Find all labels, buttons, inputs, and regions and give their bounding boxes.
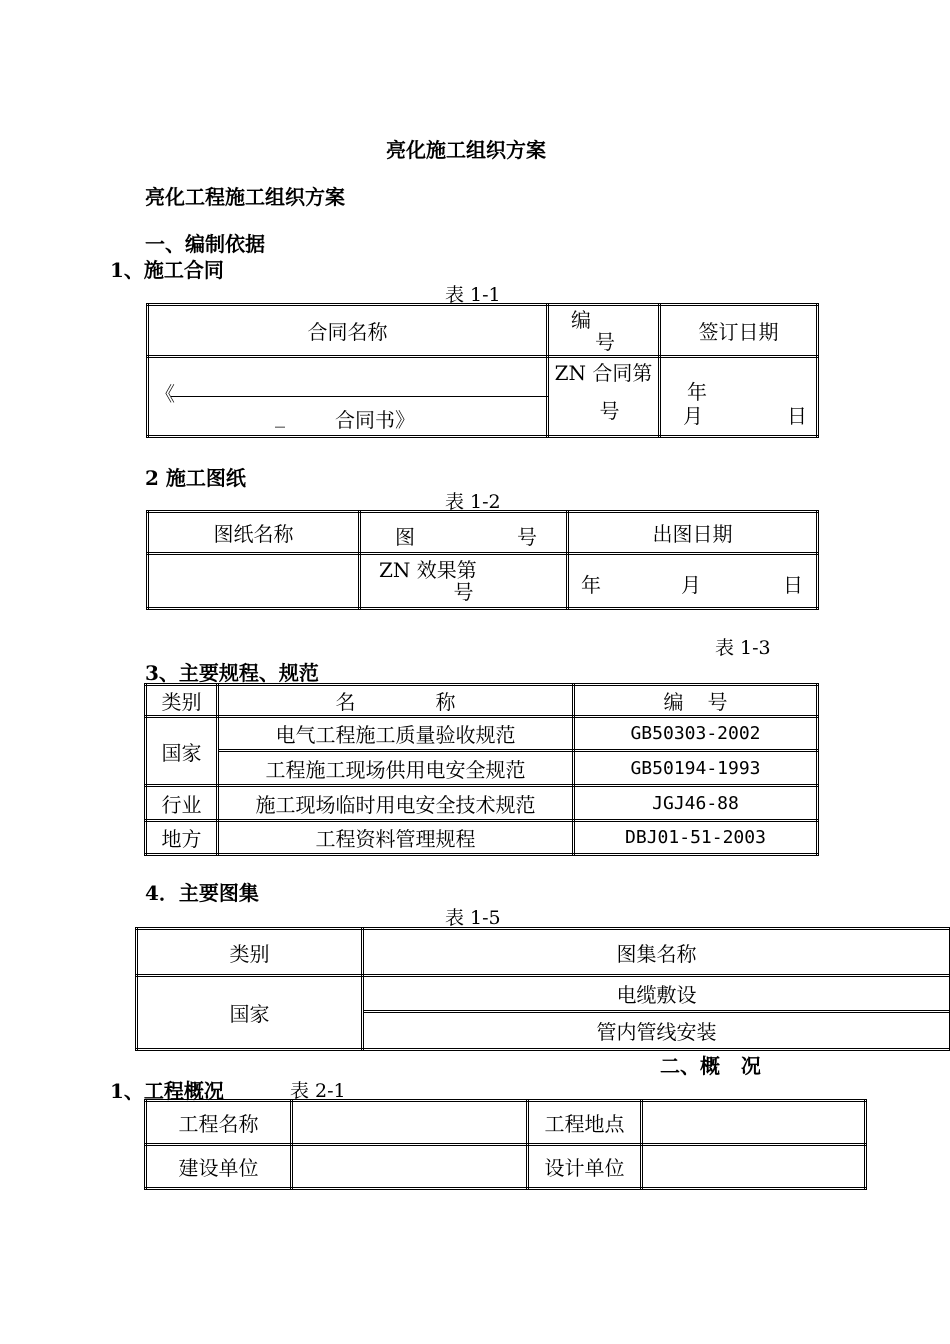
cell-category-national: 国家 xyxy=(146,717,218,786)
cell-drawing-name xyxy=(148,554,360,609)
cell-reg-code: JGJ46-88 xyxy=(574,786,818,821)
cell-reg-code: GB50303-2002 xyxy=(574,717,818,751)
header-issue-date: 出图日期 xyxy=(568,512,818,554)
section-heading-basis: 一、编制依据 xyxy=(145,232,265,256)
table-caption-1-3: 表 1-3 xyxy=(715,637,771,659)
cell-atlas-item: 电缆敷设 xyxy=(363,976,950,1012)
regulations-table xyxy=(144,683,819,856)
label-project-location: 工程地点 xyxy=(528,1101,642,1145)
blank-underline xyxy=(171,396,549,397)
value-client-unit xyxy=(292,1145,528,1189)
project-overview-table xyxy=(144,1099,867,1190)
cell-contract-name: 《 _ 合同书》 xyxy=(148,357,548,437)
subsection-project-overview: 1、工程概况 xyxy=(110,1079,224,1103)
table-caption-2-1: 表 2-1 xyxy=(290,1080,346,1102)
cell-issue-date: 年 月 日 xyxy=(568,554,818,609)
cell-atlas-item: 管内管线安装 xyxy=(363,1012,950,1050)
cell-atlas-category: 国家 xyxy=(137,976,363,1050)
table-caption-1-1: 表 1-1 xyxy=(445,284,501,306)
subsection-atlases: 4．主要图集 xyxy=(145,881,259,905)
header-code: 编 号 xyxy=(574,685,818,717)
label-design-unit: 设计单位 xyxy=(528,1145,642,1189)
page-title: 亮化施工组织方案 xyxy=(386,138,546,162)
subsection-drawings: 2 施工图纸 xyxy=(145,466,246,490)
cell-reg-name: 工程施工现场供用电安全规范 xyxy=(218,751,574,786)
contract-table xyxy=(146,303,819,438)
cell-sign-date: 年 月 日 xyxy=(660,357,818,437)
cell-reg-name: 电气工程施工质量验收规范 xyxy=(218,717,574,751)
header-name: 名 称 xyxy=(218,685,574,717)
header-atlas-name: 图集名称 xyxy=(363,929,950,976)
header-sign-date: 签订日期 xyxy=(660,305,818,357)
cell-drawing-number: ZN 效果第 号 xyxy=(360,554,568,609)
subsection-contract: 1、施工合同 xyxy=(110,258,224,282)
cell-category-local: 地方 xyxy=(146,821,218,855)
header-category: 类别 xyxy=(146,685,218,717)
header-atlas-category: 类别 xyxy=(137,929,363,976)
value-project-name xyxy=(292,1101,528,1145)
table-caption-1-2: 表 1-2 xyxy=(445,491,501,513)
atlas-table xyxy=(135,927,950,1051)
cell-reg-code: DBJ01-51-2003 xyxy=(574,821,818,855)
header-drawing-name: 图纸名称 xyxy=(148,512,360,554)
header-number: 编 号 xyxy=(548,305,660,357)
value-design-unit xyxy=(642,1145,866,1189)
subsection-regulations: 3、主要规程、规范 xyxy=(145,661,319,685)
header-drawing-number: 图 号 xyxy=(360,512,568,554)
label-project-name: 工程名称 xyxy=(146,1101,292,1145)
cell-reg-name: 施工现场临时用电安全技术规范 xyxy=(218,786,574,821)
drawings-table xyxy=(146,510,819,610)
table-caption-1-5: 表 1-5 xyxy=(445,907,501,929)
header-contract-name: 合同名称 xyxy=(148,305,548,357)
cell-contract-number: ZN 合同第 号 xyxy=(548,357,660,437)
value-project-location xyxy=(642,1101,866,1145)
cell-reg-code: GB50194-1993 xyxy=(574,751,818,786)
document-subtitle: 亮化工程施工组织方案 xyxy=(145,185,345,209)
cell-category-industry: 行业 xyxy=(146,786,218,821)
cell-reg-name: 工程资料管理规程 xyxy=(218,821,574,855)
section-heading-overview: 二、概 况 xyxy=(660,1054,761,1078)
label-client-unit: 建设单位 xyxy=(146,1145,292,1189)
